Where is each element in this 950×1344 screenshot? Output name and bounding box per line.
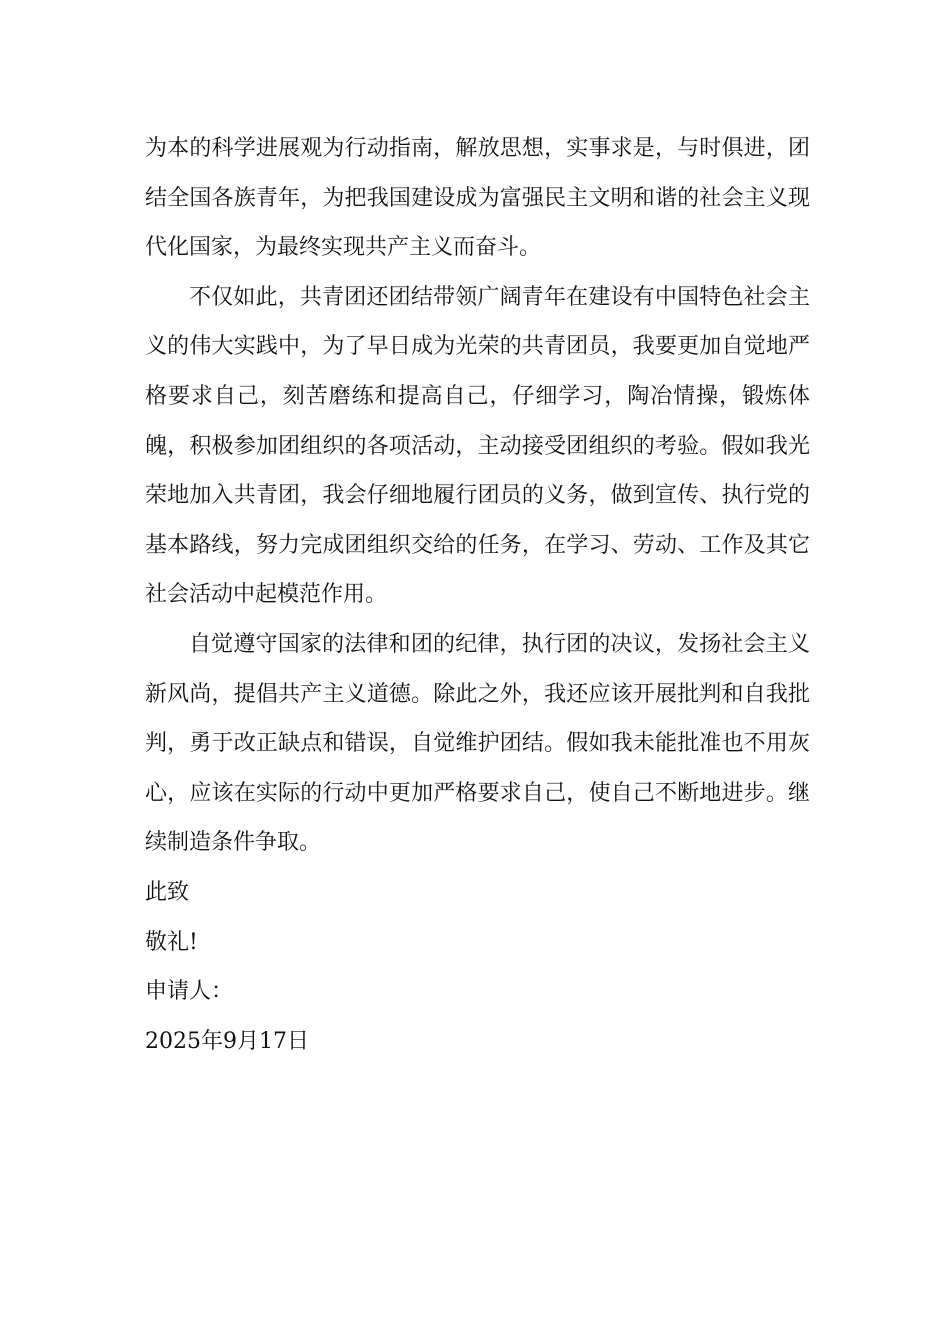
applicant-label: 申请人： — [145, 979, 234, 1005]
paragraph-continuation: 为本的科学进展观为行动指南，解放思想，实事求是，与时俱进，团结全国各族青年，为把我国建设成为富强民主文明和谐的社会主义现代化国家，为最终实现共产主义而奋斗。 — [145, 136, 810, 261]
salutation-cizhi: 此致 — [145, 879, 190, 905]
paragraph-3: 自觉遵守国家的法律和团的纪律，执行团的决议，发扬社会主义新风尚，提倡共产主义道德。除此之外，我还应该开展批判和自我批判，勇于改正缺点和错误，自觉维护团结。假如我未能批准也不用灰心，应该在实际的行动中更加严格要求自己，使自己不断地进步。继续制造条件争取。 — [145, 631, 810, 856]
letter-date: 2025年9月17日 — [145, 1028, 309, 1054]
paragraph-2: 不仅如此，共青团还团结带领广阔青年在建设有中国特色社会主义的伟大实践中，为了早日成为光荣的共青团员，我要更加自觉地严格要求自己，刻苦磨练和提高自己，仔细学习，陶冶情操，锻炼体魄，积极参加团组织的各项活动，主动接受团组织的考验。假如我光荣地加入共青团，我会仔细地履行团员的义务，做到宣传、执行党的基本路线，努力完成团组织交给的任务，在学习、劳动、工作及其它社会活动中起模范作用。 — [145, 284, 810, 608]
salutation-jingli: 敬礼! — [145, 929, 198, 955]
letter-body — [145, 124, 810, 1066]
